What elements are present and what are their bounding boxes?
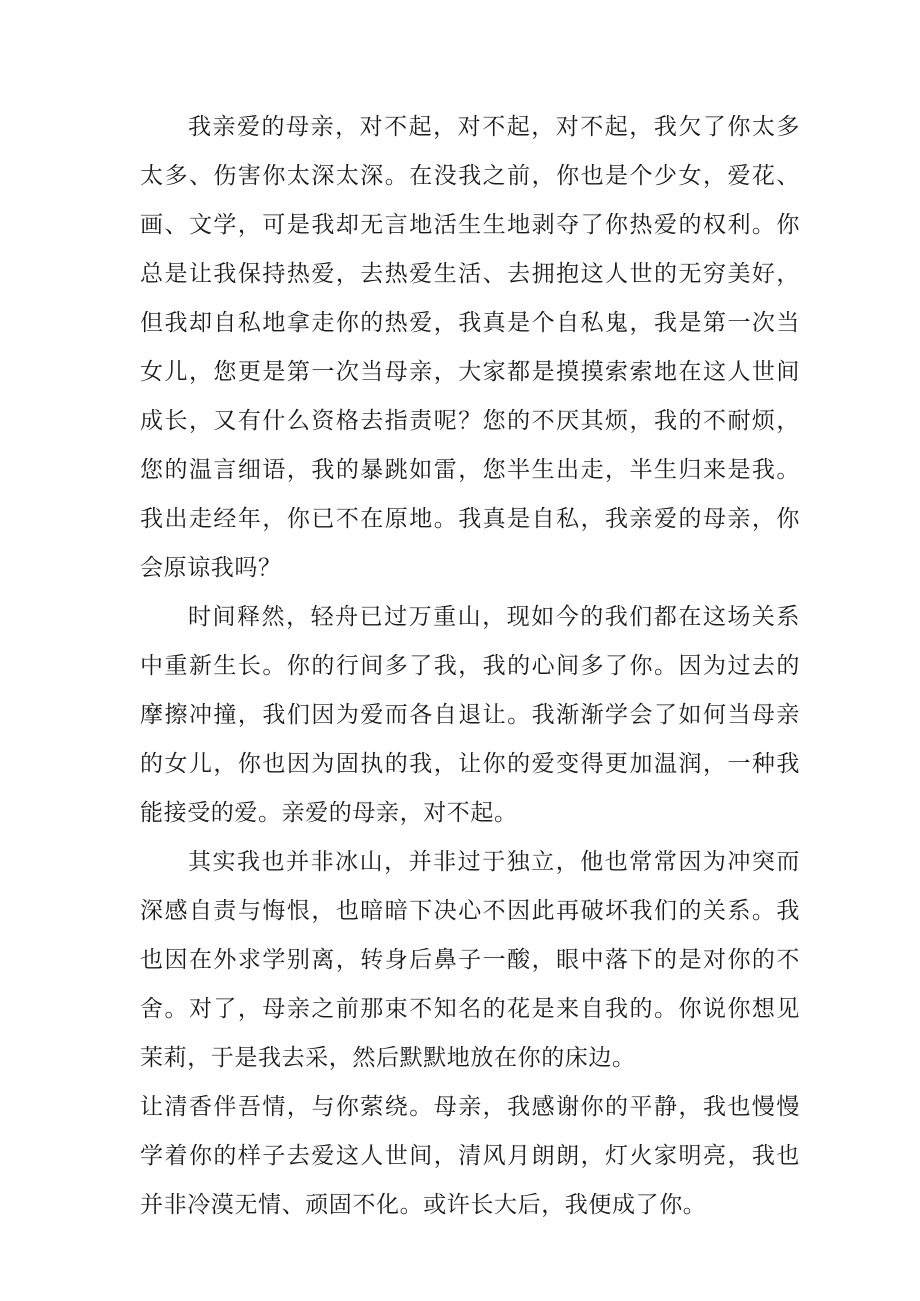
paragraph-jasmine: 其实我也并非冰山，并非过于独立，他也常常因为冲突而深感自责与悔恨，也暗暗下决心不因此再破坏我们的关系。我也因在外求学别离，转身后鼻子一酸，眼中落下的是对你的不舍。对了，母亲之前那束不知名的花是来自我的。你说你想见茉莉，于是我去采，然后默默地放在你的床边。 bbox=[140, 849, 800, 1071]
paragraph-growth: 时间释然，轻舟已过万重山，现如今的我们都在这场关系中重新生长。你的行间多了我，我的心间多了你。因为过去的摩擦冲撞，我们因为爱而各自退让。我渐渐学会了如何当母亲的女儿，你也因为固执的我，让你的爱变得更加温润，一种我能接受的爱。亲爱的母亲，对不起。 bbox=[140, 604, 800, 826]
paragraph-apology: 我亲爱的母亲，对不起，对不起，对不起，我欠了你太多太多、伤害你太深太深。在没我之前，你也是个少女，爱花、画、文学，可是我却无言地活生生地剥夺了你热爱的权利。你总是让我保持热爱，去热爱生活、去拥抱这人世的无穷美好，但我却自私地拿走你的热爱，我真是个自私鬼，我是第一次当女儿，您更是第一次当母亲，大家都是摸摸索索地在这人世间成长，又有什么资格去指责呢？您的不厌其烦，我的不耐烦，您的温言细语，我的暴跳如雷，您半生出走，半生归来是我。我出走经年，你已不在原地。我真是自私，我亲爱的母亲，你会原谅我吗？ bbox=[140, 114, 800, 581]
paragraph-closing: 让清香伴吾情，与你萦绕。母亲，我感谢你的平静，我也慢慢学着你的样子去爱这人世间，清风月朗朗，灯火家明亮，我也并非冷漠无情、顽固不化。或许长大后，我便成了你。 bbox=[140, 1094, 800, 1218]
document-body bbox=[140, 103, 800, 1230]
